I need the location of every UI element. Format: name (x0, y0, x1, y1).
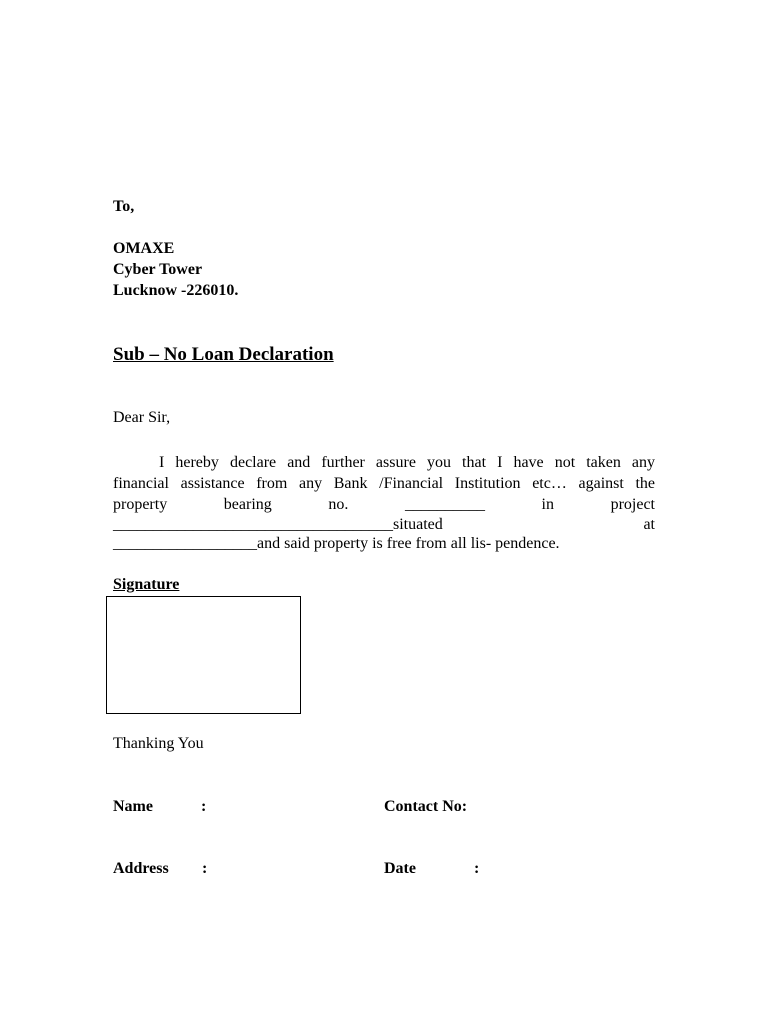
name-colon: : (201, 798, 207, 815)
name-label: Name (113, 798, 153, 815)
signature-label: Signature (113, 576, 180, 593)
recipient-city: Lucknow -226010. (113, 282, 239, 299)
recipient-company: OMAXE (113, 240, 175, 257)
date-colon: : (474, 860, 480, 877)
recipient-building: Cyber Tower (113, 261, 203, 278)
body-line-4: ___________________________________situated at (113, 516, 655, 533)
closing-text: Thanking You (113, 735, 204, 752)
body-line-3: property bearing no. __________ in project (113, 496, 655, 513)
contact-label: Contact No: (384, 798, 468, 815)
subject-line: Sub – No Loan Declaration (113, 344, 334, 365)
body-line-2: financial assistance from any Bank /Financial Institution etc… against the (113, 475, 655, 492)
body-line-5: __________________and said property is free from all lis- pendence. (113, 535, 560, 552)
to-line: To, (113, 198, 135, 215)
body-line-1: I hereby declare and further assure you that I have not taken any (159, 454, 655, 471)
greeting: Dear Sir, (113, 409, 171, 426)
signature-box[interactable] (106, 596, 301, 714)
date-label: Date (384, 860, 416, 877)
address-label: Address (113, 860, 169, 877)
address-colon: : (202, 860, 208, 877)
